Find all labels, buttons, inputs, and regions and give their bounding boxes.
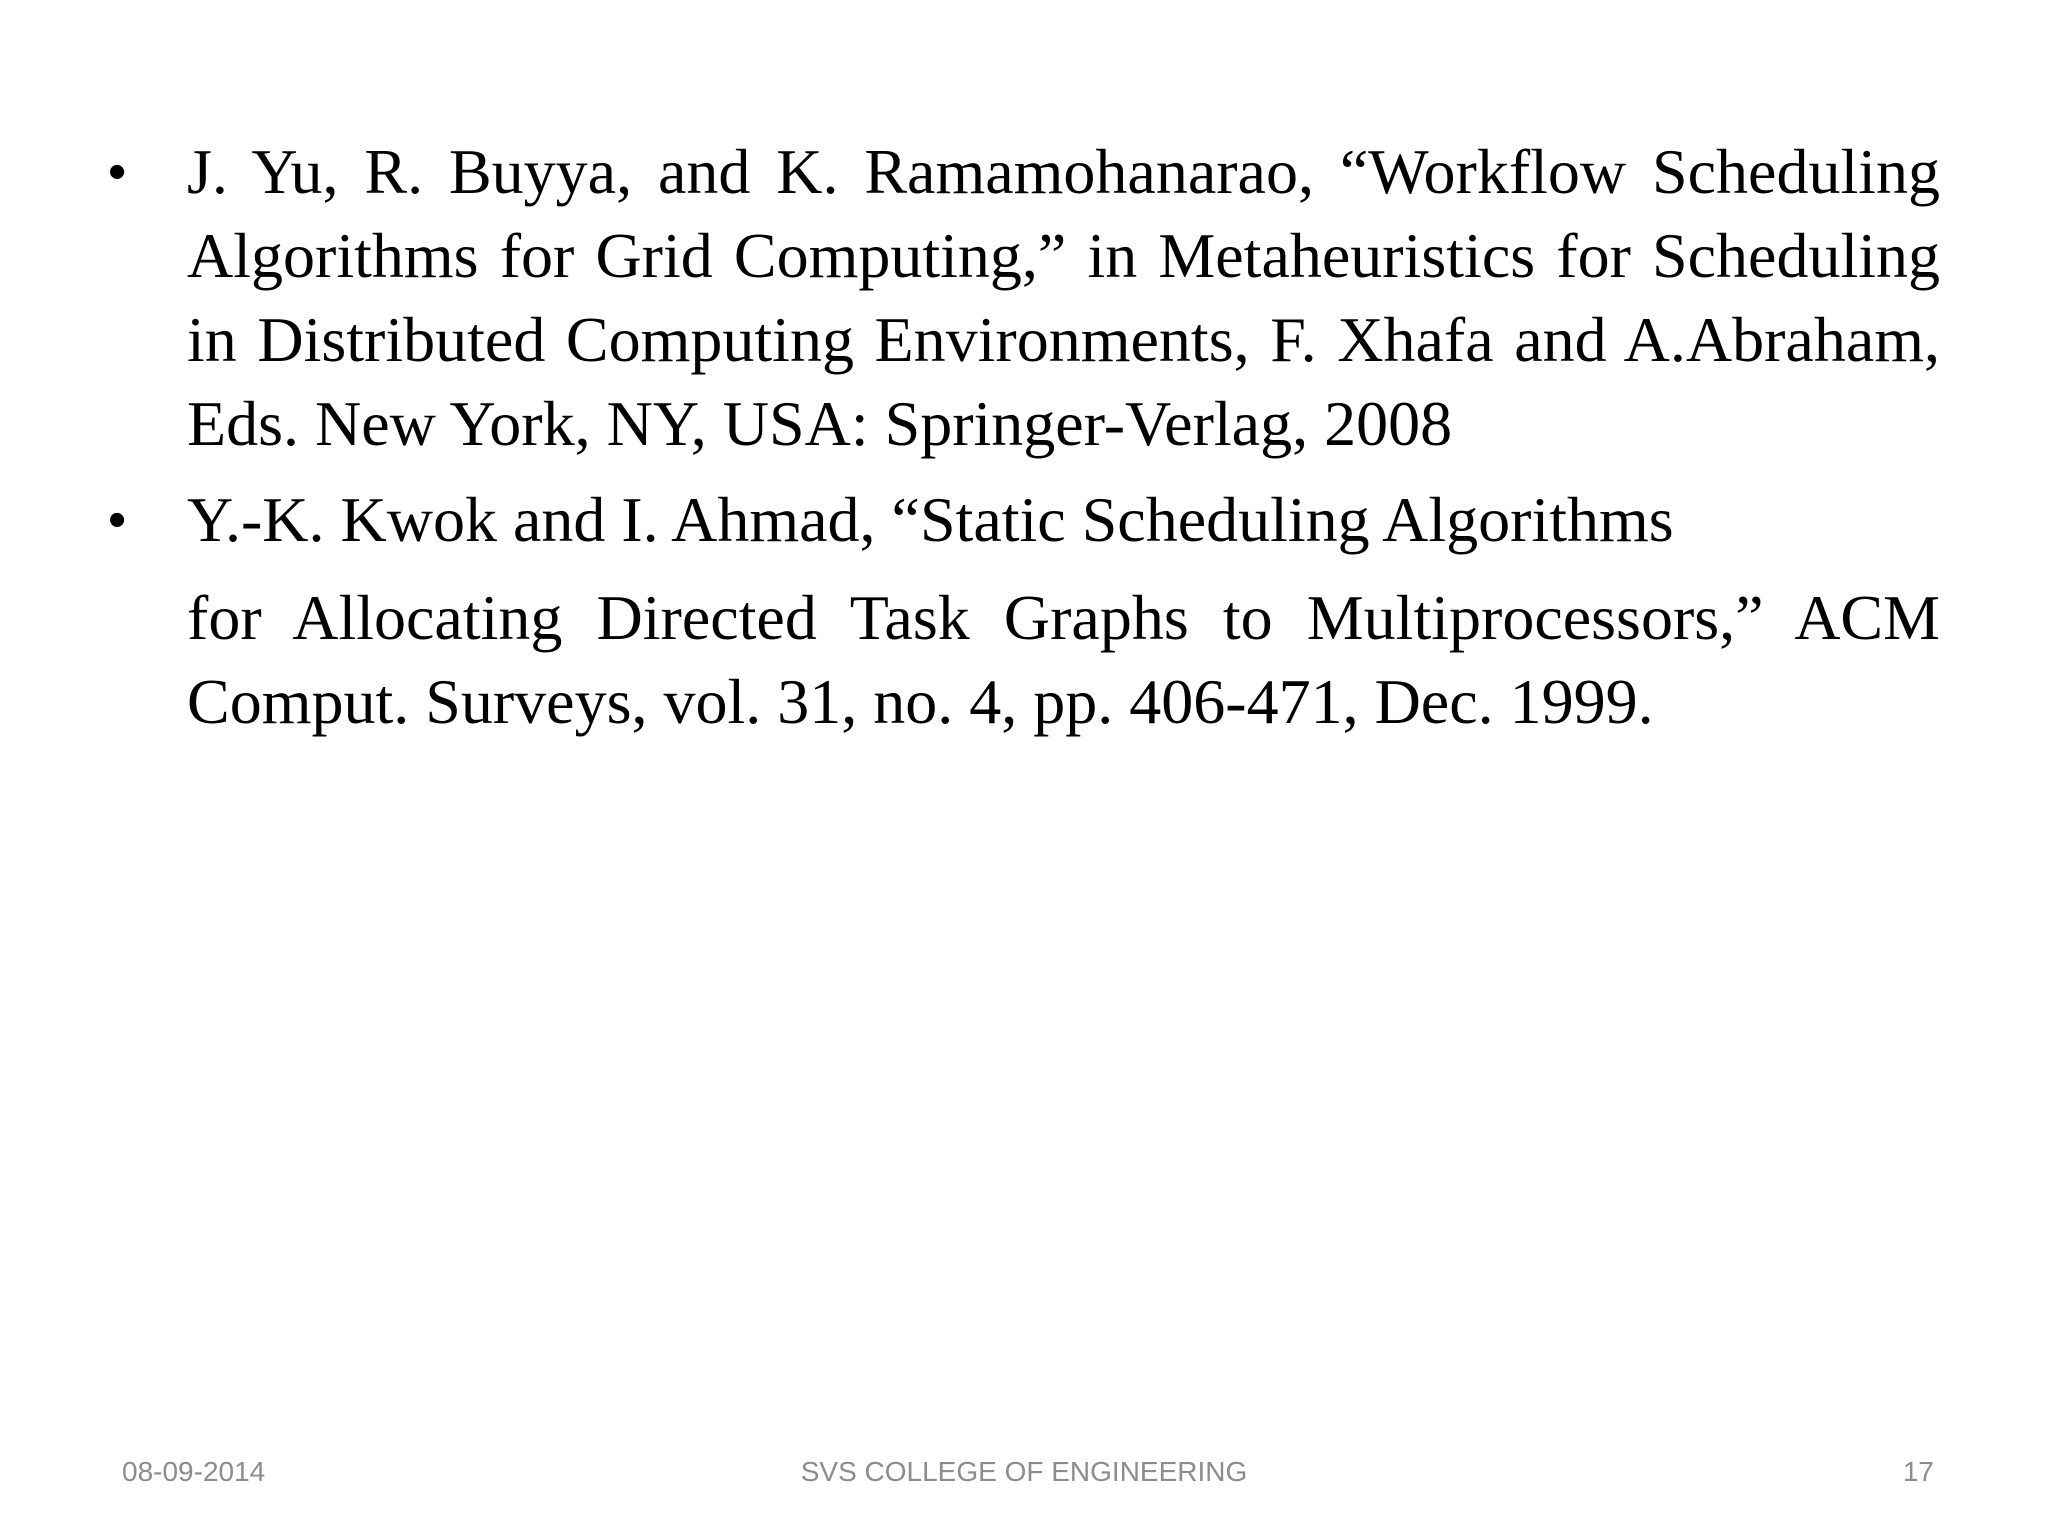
reference-list — [100, 130, 1940, 744]
reference-text-continuation: for Allocating Directed Task Graphs to Multiprocessors,” ACM Comput. Surveys, vol. 31, no. 4, pp. 406-471, Dec. 1999. — [187, 582, 1940, 737]
footer-organization: SVS COLLEGE OF ENGINEERING — [800, 1456, 1248, 1487]
bullet-icon: • — [108, 143, 127, 201]
reference-text-first-line: Y.-K. Kwok and I. Ahmad, “Static Scheduling Algorithms — [187, 484, 1674, 555]
slide-number: 17 — [1902, 1456, 1934, 1487]
reference-text: J. Yu, R. Buyya, and K. Ramamohanarao, “Workflow Scheduling Algorithms for Grid Computing,” in Metaheuristics for Scheduling in Distributed Computing Environments, F. Xhafa and A.Abraham, Eds. New York, NY, USA: Springer-Verlag, 2008 — [187, 136, 1940, 459]
footer-date: 08-09-2014 — [122, 1456, 266, 1487]
reference-item — [100, 478, 1940, 744]
reference-item — [100, 130, 1940, 466]
bullet-icon: • — [108, 491, 127, 549]
